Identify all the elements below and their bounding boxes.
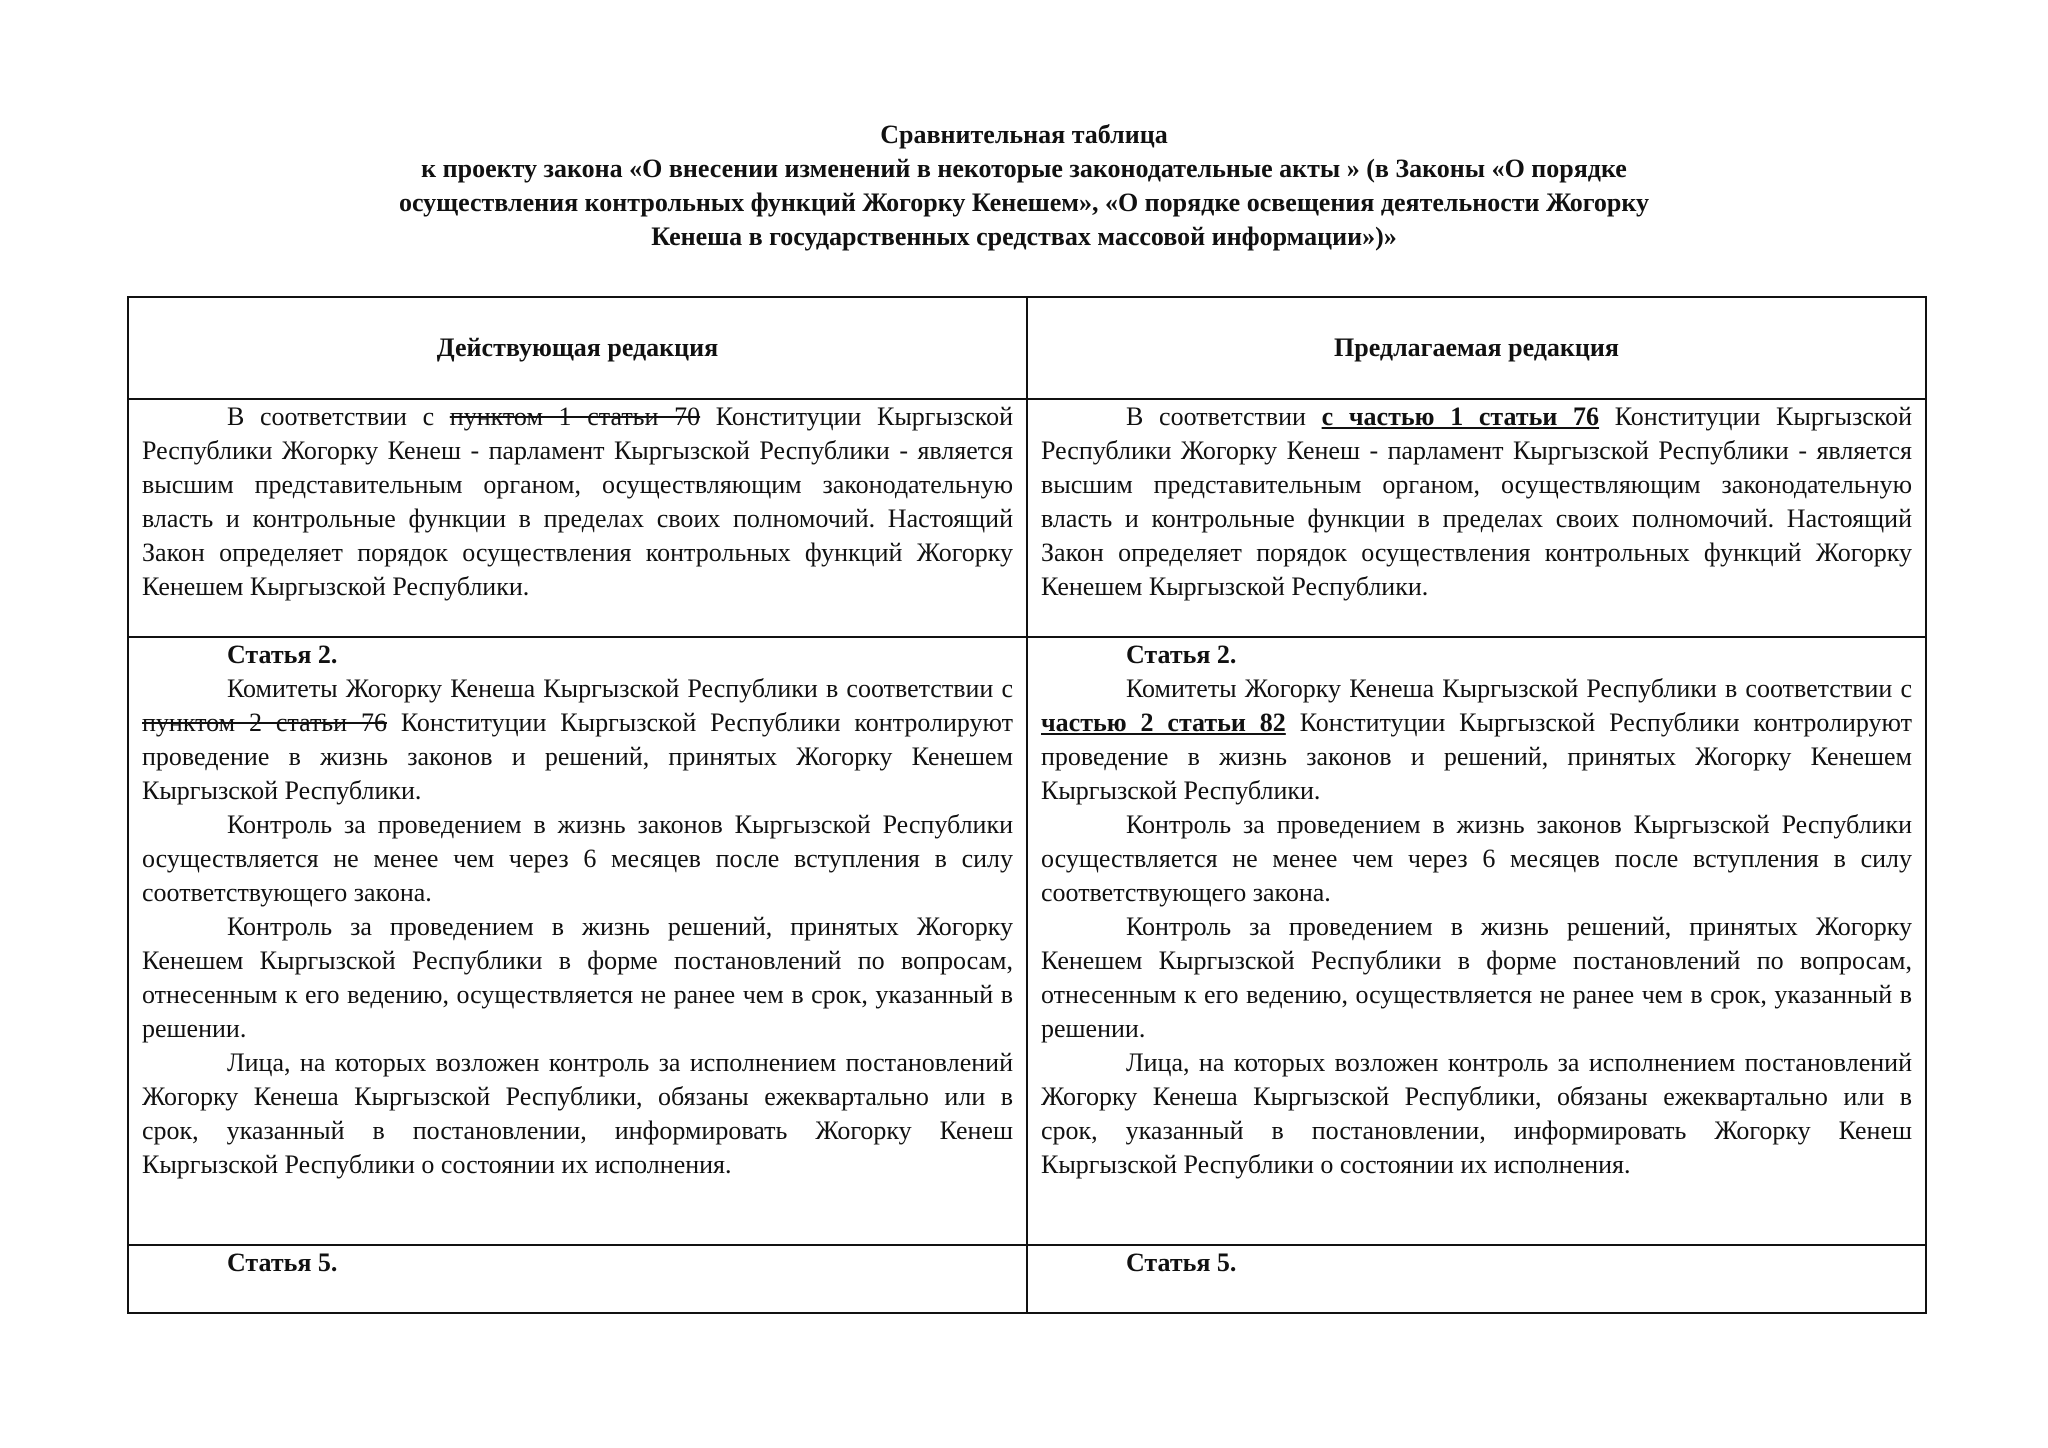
paragraph (1041, 400, 1912, 604)
paragraph: Лица, на которых возложен контроль за исполнением постановлений Жогорку Кенеша Кыргызской Республики, обязаны ежеквартально или в срок, указанный в постановлении, информировать Жогорку Кенеш Кыргызской Республики о состоянии их исполнения. (142, 1048, 1013, 1179)
cell-proposed-preamble (1027, 399, 1926, 637)
article-heading: Статья 2. (227, 640, 338, 669)
document-title (260, 118, 1788, 254)
text-span: Конституции Кыргызской Республики контролируют проведение в жизнь законов и решений, принятых Жогорку Кенешем Кыргызской Республики. (1041, 708, 1912, 805)
cell-current-article-5 (128, 1245, 1027, 1313)
text-span: В соответствии с (227, 402, 450, 431)
article-heading: Статья 2. (1126, 640, 1237, 669)
paragraph (142, 672, 1013, 808)
table-row (128, 637, 1926, 1245)
table-row (128, 1245, 1926, 1313)
text-span: Конституции Кыргызской Республики Жогорку Кенеш - парламент Кыргызской Республики - является высшим представительным органом, осуществляющим законодательную власть и контрольные функции в пределах своих полномочий. Настоящий Закон определяет порядок осуществления контрольных функций Жогорку Кенешем Кыргызской Республики. (142, 402, 1013, 601)
paragraph: Контроль за проведением в жизнь решений, принятых Жогорку Кенешем Кыргызской Республики в форме постановлений по вопросам, отнесенным к его ведению, осуществляется не ранее чем в срок, указанный в решении. (142, 912, 1013, 1043)
paragraph: Контроль за проведением в жизнь законов Кыргызской Республики осуществляется не менее чем через 6 месяцев после вступления в силу соответствующего закона. (1041, 810, 1912, 907)
text-span: Комитеты Жогорку Кенеша Кыргызской Республики в соответствии с (1126, 674, 1912, 703)
paragraph (142, 400, 1013, 604)
article-heading: Статья 5. (227, 1248, 338, 1277)
new-reference: с частью 1 статьи 76 (1321, 402, 1600, 431)
text-span: Конституции Кыргызской Республики контролируют проведение в жизнь законов и решений, принятых Жогорку Кенешем Кыргызской Республики. (142, 708, 1013, 805)
title-line-2: к проекту закона «О внесении изменений в некоторые законодательные акты » (в Законы «О порядке (421, 154, 1627, 183)
paragraph (1041, 672, 1912, 808)
paragraph: Контроль за проведением в жизнь решений, принятых Жогорку Кенешем Кыргызской Республики в форме постановлений по вопросам, отнесенным к его ведению, осуществляется не ранее чем в срок, указанный в решении. (1041, 912, 1912, 1043)
struck-reference: пунктом 2 статьи 76 (142, 708, 387, 737)
paragraph: Контроль за проведением в жизнь законов Кыргызской Республики осуществляется не менее чем через 6 месяцев после вступления в силу соответствующего закона. (142, 810, 1013, 907)
text-span: Комитеты Жогорку Кенеша Кыргызской Республики в соответствии с (227, 674, 1013, 703)
header-current-edition: Действующая редакция (128, 297, 1027, 399)
paragraph: Лица, на которых возложен контроль за исполнением постановлений Жогорку Кенеша Кыргызской Республики, обязаны ежеквартально или в срок, указанный в постановлении, информировать Жогорку Кенеш Кыргызской Республики о состоянии их исполнения. (1041, 1048, 1912, 1179)
text-span: В соответствии (1126, 402, 1322, 431)
table-header-row (128, 297, 1926, 399)
text-span: Конституции Кыргызской Республики Жогорку Кенеш - парламент Кыргызской Республики - является высшим представительным органом, осуществляющим законодательную власть и контрольные функции в пределах своих полномочий. Настоящий Закон определяет порядок осуществления контрольных функций Жогорку Кенешем Кыргызской Республики. (1041, 402, 1912, 601)
cell-current-article-2 (128, 637, 1027, 1245)
title-line-1: Сравнительная таблица (880, 120, 1168, 149)
comparison-table (127, 296, 1927, 1314)
title-line-3: осуществления контрольных функций Жогорку Кенешем», «О порядке освещения деятельности Жогорку (398, 188, 1650, 217)
struck-reference: пунктом 1 статьи 70 (449, 402, 701, 431)
new-reference: частью 2 статьи 82 (1041, 708, 1286, 737)
table-row (128, 399, 1926, 637)
title-line-4: Кенеша в государственных средствах массовой информации»)» (651, 222, 1397, 251)
header-proposed-edition: Предлагаемая редакция (1027, 297, 1926, 399)
cell-proposed-article-5 (1027, 1245, 1926, 1313)
cell-proposed-article-2 (1027, 637, 1926, 1245)
article-heading: Статья 5. (1126, 1248, 1237, 1277)
cell-current-preamble (128, 399, 1027, 637)
